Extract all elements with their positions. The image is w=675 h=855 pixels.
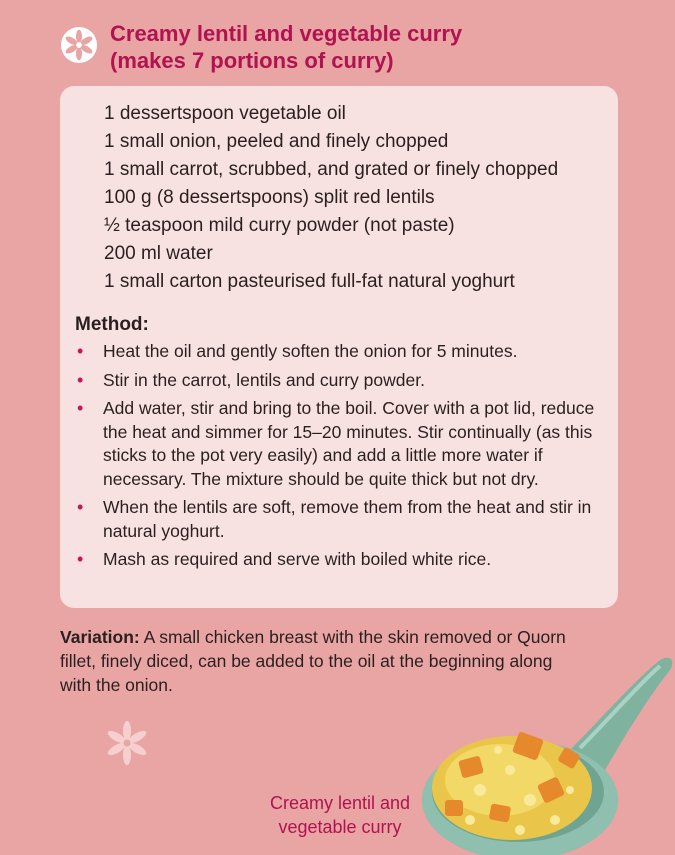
ingredient-item: 100 g (8 dessertspoons) split red lentils bbox=[104, 187, 435, 208]
method-step-text: When the lentils are soft, remove them from the heat and stir in natural yoghurt. bbox=[103, 497, 592, 541]
ingredient-list bbox=[104, 100, 558, 296]
method-step bbox=[75, 496, 605, 543]
ingredient-item: 1 small carrot, scrubbed, and grated or finely chopped bbox=[104, 159, 559, 180]
bullet-icon: • bbox=[77, 549, 84, 569]
method-step bbox=[75, 397, 605, 491]
method-step bbox=[75, 548, 605, 572]
method-step-text: Stir in the carrot, lentils and curry powder. bbox=[103, 369, 425, 390]
method-step-text: Mash as required and serve with boiled white rice. bbox=[103, 549, 492, 569]
bullet-icon: • bbox=[77, 369, 84, 390]
recipe-title-line1: Creamy lentil and vegetable curry bbox=[110, 21, 463, 46]
method-step-text: Heat the oil and gently soften the onion for 5 minutes. bbox=[103, 341, 518, 361]
photo-caption bbox=[240, 791, 440, 839]
method-steps bbox=[75, 340, 605, 577]
ingredient-item: 200 ml water bbox=[104, 243, 213, 264]
ingredient-item: 1 small onion, peeled and finely chopped bbox=[104, 131, 449, 152]
bullet-icon: • bbox=[77, 341, 84, 361]
recipe-card bbox=[60, 86, 618, 608]
bullet-icon: • bbox=[77, 398, 84, 418]
ingredient-item: ½ teaspoon mild curry powder (not paste) bbox=[104, 215, 455, 236]
recipe-title bbox=[110, 20, 630, 74]
method-heading: Method: bbox=[75, 314, 149, 335]
photo-caption-line1: Creamy lentil and bbox=[269, 793, 411, 813]
method-step bbox=[75, 369, 605, 393]
ingredient-item: 1 dessertspoon vegetable oil bbox=[104, 103, 346, 124]
method-step bbox=[75, 340, 605, 364]
flower-icon bbox=[60, 26, 98, 64]
method-step-text: Add water, stir and bring to the boil. Cover with a pot lid, reduce the heat and simmer for 15–20 minutes. Stir continually (as this sticks to the pot very easily) and add a little more water if necessary. The mixture should be quite thick but not dry. bbox=[103, 398, 595, 489]
decorative-flower-icon bbox=[102, 718, 152, 768]
variation-label: Variation: bbox=[60, 627, 140, 647]
photo-caption-line2: vegetable curry bbox=[278, 817, 402, 837]
ingredient-item: 1 small carton pasteurised full-fat natural yoghurt bbox=[104, 271, 515, 292]
recipe-title-line2: (makes 7 portions of curry) bbox=[110, 48, 394, 73]
variation-text: A small chicken breast with the skin removed or Quorn fillet, finely diced, can be added to the oil at the beginning along with the onion. bbox=[60, 627, 566, 695]
bullet-icon: • bbox=[77, 497, 84, 517]
curry-spoon-photo bbox=[420, 640, 675, 855]
